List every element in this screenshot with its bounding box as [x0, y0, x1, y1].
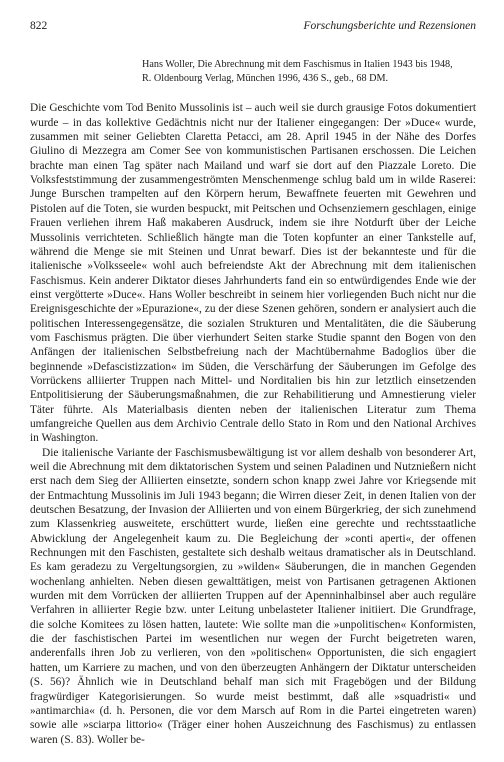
- section-title: Forschungsberichte und Rezensionen: [303, 20, 476, 32]
- review-body: [30, 101, 476, 746]
- page-number: 822: [30, 20, 48, 32]
- paragraph-2: Die italienische Variante der Faschismusbewältigung ist vor allem deshalb von besonderer Art, weil die Abrechnung mit dem diktatorischen System und seinen Paladinen und Nutznießern nicht erst nach dem Sieg der Alliierten einsetzte, sondern schon knapp zwei Jahre vor Kriegsende mit der Entmachtung Mussolinis im Juli 1943 begann; die Wirren dieser Zeit, in denen Italien von der deutschen Besatzung, der Invasion der Alliierten und von einem Bürgerkrieg, der sich zunehmend zum Klassenkrieg ausweitete, erschüttert wurde, ließen eine gerechte und rechtsstaatliche Abwicklung der Angelegenheit kaum zu. Die Begleichung der »conti aperti«, der offenen Rechnungen mit den Faschisten, gestaltete sich deshalb weitaus dramatischer als in Deutschland. Es kam geradezu zu Vergeltungsorgien, zu »wilden« Säuberungen, die in manchen Gegenden wochenlang anhielten. Neben diesen gewalttätigen, meist von Partisanen getragenen Aktionen wurden mit dem Vorrücken der alliierten Truppen auf der Apenninhalbinsel aber auch reguläre Verfahren in alliierter Regie bzw. unter Leitung unbelasteter Italiener initiiert. Die Grundfrage, die solche Komitees zu lösen hatten, lautete: Wie sollte man die »unpolitischen« Konformisten, die der faschistischen Partei im wesentlichen nur wegen der Furcht beigetreten waren, anderenfalls ihren Job zu verlieren, von den »politischen« Opportunisten, die sich engagiert hatten, um Karriere zu machen, und von den überzeugten Anhängern der Diktatur unterscheiden (S. 56)? Ähnlich wie in Deutschland behalf man sich mit Fragebögen und der Bildung fragwürdiger Kategorisierungen. So wurde meist bestimmt, daß alle »squadristi« und »antimarchia« (d. h. Personen, die vor dem Marsch auf Rom in die Partei eingetreten waren) sowie alle »sciarpa littorio« (Träger einer hohen Auszeichnung des Faschismus) zu entlassen waren (S. 83). Woller be-: [30, 446, 476, 746]
- paragraph-1: Die Geschichte vom Tod Benito Mussolinis ist – auch weil sie durch grausige Fotos dokumentiert wurde – in das kollektive Gedächtnis nicht nur der Italiener eingegangen: Der »Duce« wurde, zusammen mit seiner Geliebten Claretta Petacci, am 28. April 1945 in der Nähe des Dorfes Giulino di Mezzegra am Comer See von kommunistischen Partisanen erschossen. Die Leichen brachte man einen Tag später nach Mailand und warf sie dort auf den Piazzale Loreto. Die Volksfeststimmung der zusammengeströmten Menschenmenge schlug bald um in wilde Raserei: Junge Burschen trampelten auf den Körpern herum, Bewaffnete feuerten mit Gewehren und Pistolen auf die Toten, sie wurden bespuckt, mit Peitschen und Ochsenziemern geschlagen, einige Frauen verliehen ihrem Haß makaberen Ausdruck, indem sie ihre Notdurft über der Leiche Mussolinis verrichteten. Schließlich hängte man die Toten kopfunter an einer Tankstelle auf, während die Menge sie mit Steinen und Unrat bewarf. Dies ist der bekannteste und für die italienische »Volksseele« wohl auch befreiendste Akt der Abrechnung mit dem italienischen Faschismus. Kein anderer Diktator dieses Jahrhunderts fand ein so entwürdigendes Ende wie der einst vergötterte »Duce«. Hans Woller beschreibt in seinem hier vorliegenden Buch nicht nur die Ereignisgeschichte der »Epurazione«, zu der diese Szenen gehören, sondern er analysiert auch die politischen Interessengegensätze, die sozialen Strukturen und Mentalitäten, die die Säuberung vom Faschismus prägten. Die über vierhundert Seiten starke Studie spannt den Bogen von den Anfängen der italienischen Selbstbefreiung nach der Machtübernahme Badoglios über die beginnende »Defascistizzation« im Süden, die Verschärfung der Säuberungen im Gefolge des Vorrückens alliierter Truppen nach Mittel- und Norditalien bis hin zur letztlich einsetzenden Entpolitisierung der Säuberungsmaßnahmen, die zur Rehabilitierung und Amnestierung vieler Täter führte. Als Materialbasis dienten neben der italienischen Literatur zum Thema umfangreiche Quellen aus dem Archivio Centrale dello Stato in Rom und den National Archives in Washington.: [30, 102, 476, 445]
- citation-line-1: Hans Woller, Die Abrechnung mit dem Faschismus in Italien 1943 bis 1948,: [142, 59, 453, 70]
- citation-line-2: R. Oldenbourg Verlag, München 1996, 436 S., geb., 68 DM.: [142, 73, 389, 85]
- book-citation: [142, 58, 476, 86]
- running-head: [30, 14, 476, 36]
- document-page: [30, 14, 476, 747]
